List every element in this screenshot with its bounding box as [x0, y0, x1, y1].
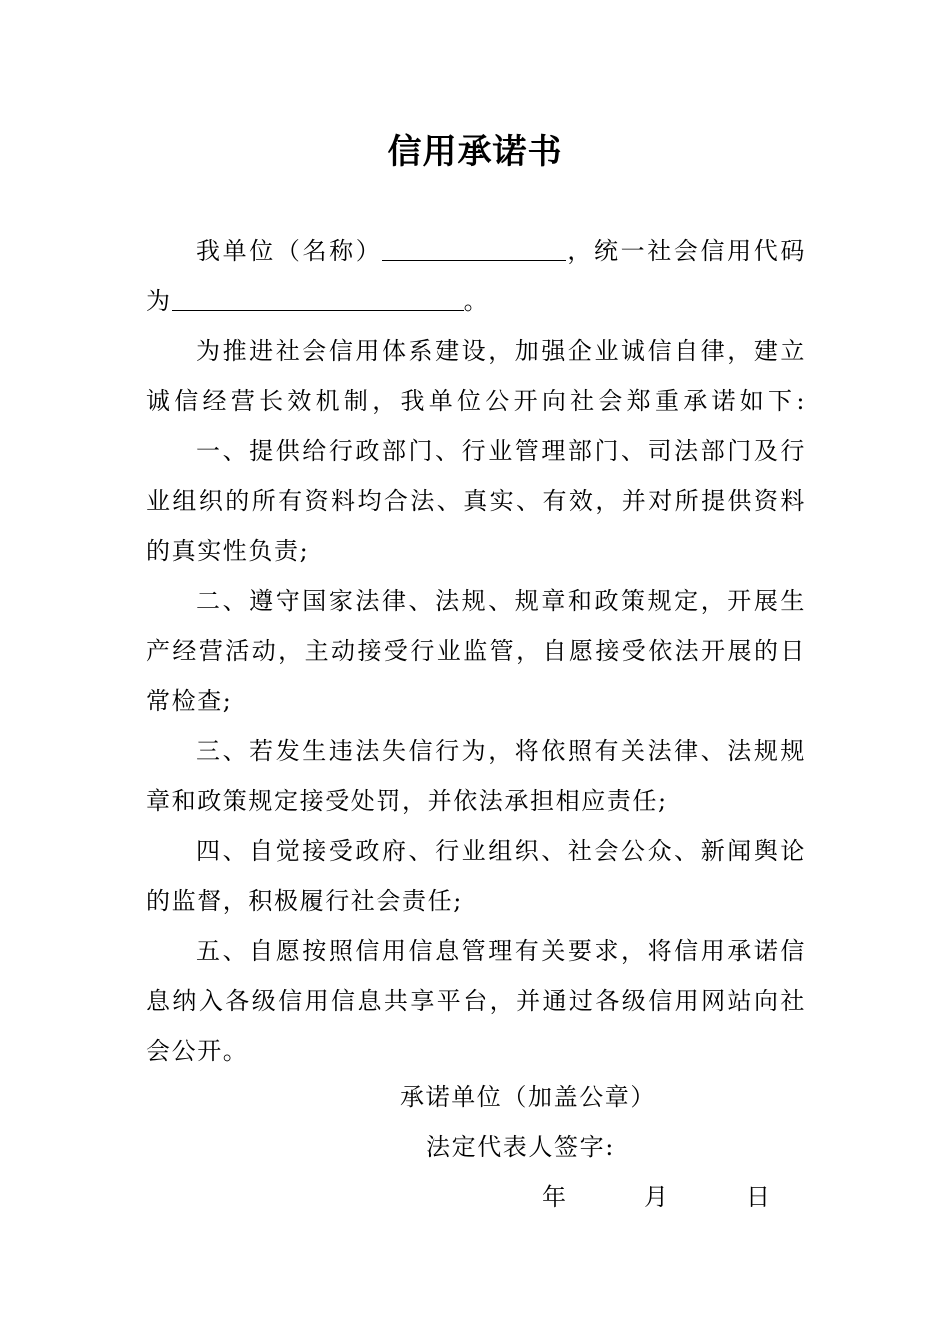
item-2-line-1: 二、遵守国家法律、法规、规章和政策规定，开展生 [196, 587, 806, 615]
item-5-line-2: 息纳入各级信用信息共享平台，并通过各级信用网站向社 [146, 987, 806, 1015]
item-1-line-2: 业组织的所有资料均合法、真实、有效，并对所提供资料 [146, 487, 806, 515]
intro-label-name: 我单位（名称） [196, 237, 383, 265]
intro-line-1 [196, 226, 806, 276]
item-3-line-1: 三、若发生违法失信行为，将依照有关法律、法规规 [196, 737, 806, 765]
item-2-line-2: 产经营活动，主动接受行业监管，自愿接受依法开展的日 [146, 637, 806, 665]
item-5-line-1: 五、自愿按照信用信息管理有关要求，将信用承诺信 [196, 937, 806, 965]
signature-unit-label: 承诺单位（加盖公章） [400, 1083, 656, 1111]
item-4-line-1: 四、自觉接受政府、行业组织、社会公众、新闻舆论 [196, 837, 806, 865]
intro-label-code: ，统一社会信用代码 [566, 237, 806, 265]
intro-label-for: 为 [146, 287, 172, 315]
purpose-line-2: 诚信经营长效机制，我单位公开向社会郑重承诺如下: [146, 387, 806, 415]
intro-period: 。 [463, 287, 490, 315]
intro-line-2 [146, 276, 806, 326]
date-month-label: 月 [644, 1183, 668, 1211]
unit-name-blank[interactable] [382, 226, 566, 261]
credit-code-blank[interactable] [172, 276, 464, 311]
item-1-line-1: 一、提供给行政部门、行业管理部门、司法部门及行 [196, 437, 806, 465]
date-day-label: 日 [746, 1183, 770, 1211]
item-4-line-2: 的监督，积极履行社会责任; [146, 887, 463, 915]
purpose-line-1: 为推进社会信用体系建设，加强企业诚信自律，建立 [196, 337, 806, 365]
document-title: 信用承诺书 [387, 132, 563, 172]
item-1-line-3: 的真实性负责; [146, 537, 310, 565]
date-year-label: 年 [542, 1183, 566, 1211]
item-5-line-3: 会公开。 [146, 1037, 249, 1065]
item-3-line-2: 章和政策规定接受处罚，并依法承担相应责任; [146, 787, 668, 815]
signature-representative-label: 法定代表人签字: [426, 1133, 615, 1161]
item-2-line-3: 常检查; [146, 687, 233, 715]
